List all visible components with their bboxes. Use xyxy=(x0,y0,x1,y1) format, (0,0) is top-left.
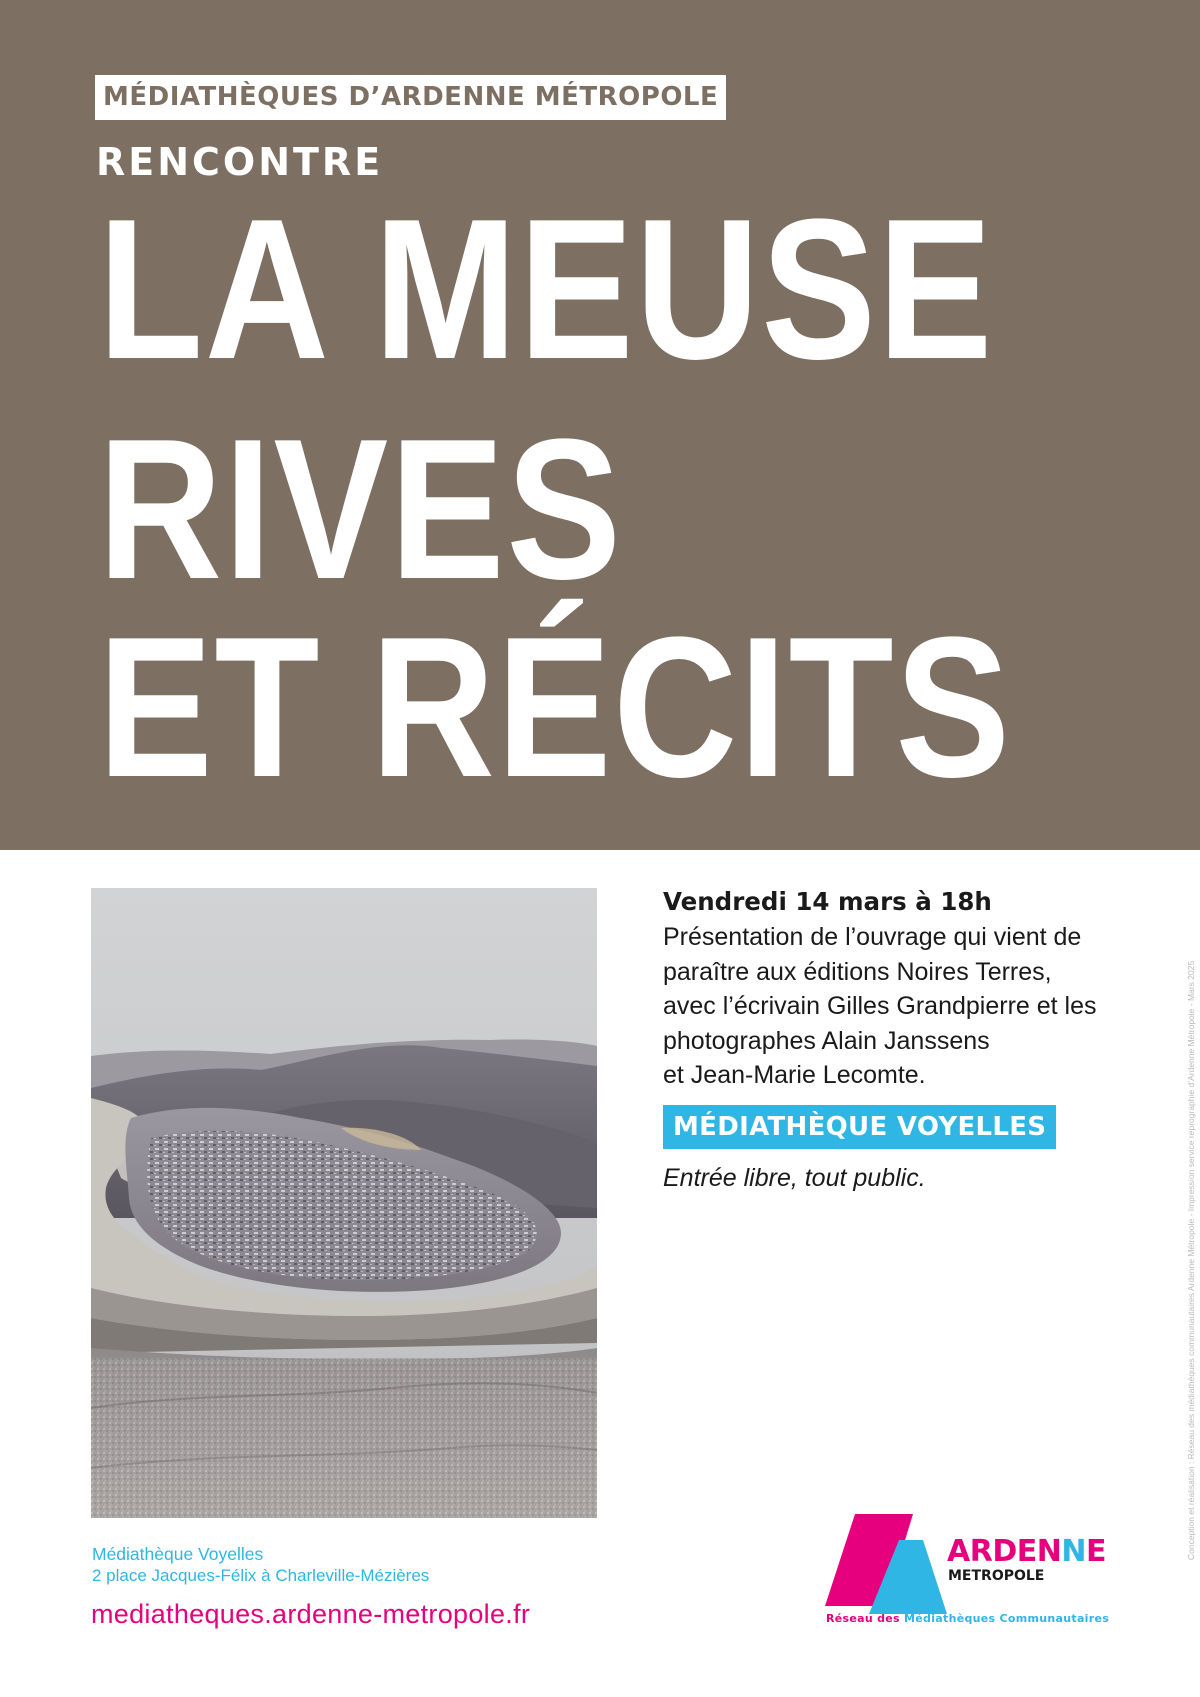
title-line-2: RIVES xyxy=(98,398,623,621)
venue-label: MÉDIATHÈQUE VOYELLES xyxy=(663,1105,1056,1149)
meuse-landscape-photo xyxy=(91,888,597,1518)
logo-subtitle: METROPOLE xyxy=(948,1568,1045,1584)
logo-mark-icon xyxy=(825,1510,950,1620)
description-line: avec l’écrivain Gilles Grandpierre et les xyxy=(663,992,1097,1020)
event-details xyxy=(663,884,1123,1195)
logo-tagline: Réseau des Médiathèques Communautaires xyxy=(826,1612,1110,1625)
event-description xyxy=(663,920,1123,1093)
event-type: RENCONTRE xyxy=(96,140,384,184)
credit-line: Conception et réalisation : Réseau des médiathèques communautaires Ardenne Métropole - Impression service reprographie d’Ardenne Métropole - Mars 2025 xyxy=(1186,960,1196,1560)
network-label: MÉDIATHÈQUES D’ARDENNE MÉTROPOLE xyxy=(95,75,726,120)
footer-venue-name: Médiathèque Voyelles xyxy=(92,1544,264,1564)
access-note: Entrée libre, tout public. xyxy=(663,1163,926,1192)
title-line-3: ET RÉCITS xyxy=(98,596,1012,819)
description-line: photographes Alain Janssens xyxy=(663,1026,990,1055)
description-line: paraître aux éditions Noires Terres, xyxy=(663,957,1052,986)
logo-name: ARDENNE xyxy=(947,1534,1106,1569)
website-link[interactable]: mediatheques.ardenne-metropole.fr xyxy=(91,1599,531,1629)
title-line-1: LA MEUSE xyxy=(98,178,995,401)
footer-address: 2 place Jacques-Félix à Charleville-Mézières xyxy=(92,1566,430,1585)
description-line: Présentation de l’ouvrage qui vient de xyxy=(663,923,1082,951)
event-date: Vendredi 14 mars à 18h xyxy=(663,887,992,916)
description-line: et Jean-Marie Lecomte. xyxy=(663,1061,926,1089)
